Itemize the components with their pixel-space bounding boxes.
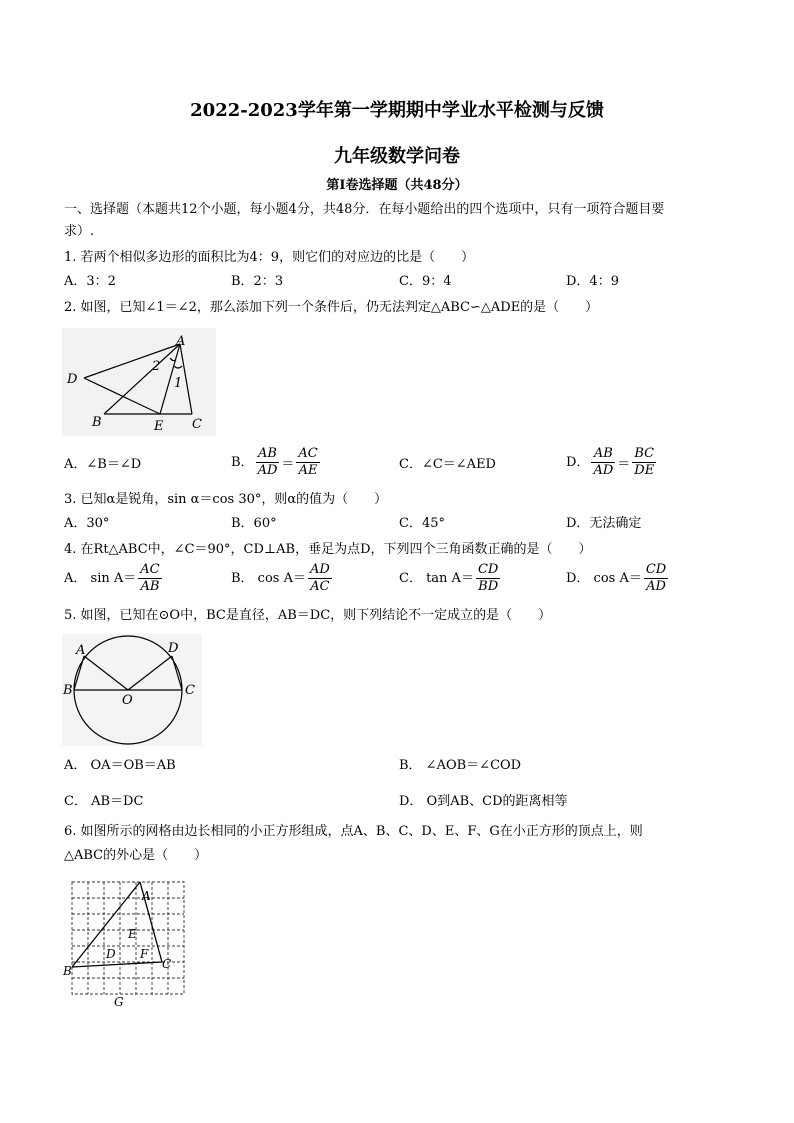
q1-option-a: A．3：2 [64,274,116,289]
instructions-line-1: 一、选择题（本题共12个小题，每小题4分，共48分．在每小题给出的四个选项中，只有一项符合题目要 [64,202,665,217]
q2-option-d-frac-1 [591,446,615,479]
q6-label-f: F [140,947,149,961]
q4-option-a-frac-den: AB [140,579,160,594]
q5-label-a: A [76,643,86,658]
q5-option-b: B． ∠AOB＝∠COD [399,758,522,773]
q4-option-b-frac [308,562,332,595]
q5-option-a: A． OA＝OB＝AB [64,758,176,773]
q2-option-b-frac-2-num: AC [298,446,318,461]
q2-option-d [566,446,658,479]
q4-stem: 4. 在Rt△ABC中，∠C＝90°，CD⊥AB，垂足为点D，下列四个三角函数正确的是（ ） [64,542,592,557]
q4-option-b-frac-den: AC [310,579,330,594]
q2-label-d: D [67,372,78,387]
q4-option-c-frac [476,562,500,595]
q4-option-d-prefix: D． cos A＝ [566,571,642,586]
q4-option-c [399,562,502,595]
q5-stem: 5. 如图，已知在⊙O中，BC是直径，AB＝DC，则下列结论不一定成立的是（ ） [64,608,552,623]
q2-option-d-frac-2-num: BC [632,446,656,463]
q2-option-b-prefix: B． [231,455,254,470]
q6-stem-line-1: 6. 如图所示的网格由边长相同的小正方形组成，点A、B、C、D、E、F、G在小正方形的顶点上，则 [64,824,643,839]
q6-grid-figure [62,876,190,1008]
q2-figure [62,328,216,436]
q2-option-b-frac-2 [296,446,319,479]
q2-label-a: A [176,334,186,349]
q5-label-o: O [122,693,133,708]
q6-label-b: B [63,964,72,978]
q5-figure [62,634,202,746]
q2-angle-2-label: 2 [152,359,161,374]
exam-title: 2022-2023学年第一学期期中学业水平检测与反馈 [190,100,604,121]
q6-label-a: A [142,889,151,903]
q2-option-b-frac-2-den: AE [298,463,318,478]
q2-stem: 2. 如图，已知∠1＝∠2，那么添加下列一个条件后，仍无法判定△ABC∽△ADE的是（ ） [64,300,599,315]
q4-option-d [566,562,670,595]
q6-label-c: C [162,957,172,971]
q1-option-c: C．9：4 [399,274,452,289]
q4-option-d-frac [644,562,668,595]
q6-label-d: D [106,947,116,961]
q4-option-c-frac-num: CD [477,562,499,577]
q6-label-e: E [128,927,137,941]
q6-label-g: G [114,995,124,1008]
exam-subtitle: 九年级数学问卷 [334,146,460,167]
q2-option-d-prefix: D． [566,455,590,470]
q3-option-c: C．45° [399,516,445,531]
q4-option-b-prefix: B． cos A＝ [231,571,306,586]
q3-option-b: B．60° [231,516,277,531]
q3-stem: 3. 已知α是锐角，sin α＝cos 30°，则α的值为（ ） [64,492,388,507]
q4-option-d-frac-den: AD [646,579,666,594]
q4-option-d-frac-num: CD [645,562,667,577]
q4-option-a [64,562,164,595]
q2-option-b-frac-1 [256,446,280,479]
q2-option-b-frac-1-den: AD [257,463,278,478]
q4-option-b-frac-num: AD [310,562,330,577]
q2-option-d-frac-2-den: DE [634,463,655,478]
instructions-line-2: 求）. [64,224,95,239]
q1-option-d: D．4：9 [566,274,619,289]
q4-option-c-prefix: C． tan A＝ [399,571,474,586]
q2-option-c: C．∠C＝∠AED [399,457,496,472]
q2-angle-1-label: 1 [174,376,183,391]
q2-label-e: E [154,419,164,434]
q6-stem-line-2: △ABC的外心是（ ） [64,848,208,863]
q1-option-b: B．2：3 [231,274,284,289]
q4-option-a-frac [138,562,161,595]
q2-option-d-frac-2 [632,446,656,479]
q3-option-d: D．无法确定 [566,516,642,531]
q1-stem: 1. 若两个相似多边形的面积比为4：9，则它们的对应边的比是（ ） [64,250,475,265]
q2-option-b-equals: ＝ [281,457,295,472]
q3-option-a: A．30° [64,516,110,531]
q2-option-d-equals: ＝ [617,457,631,472]
q2-label-b: B [92,415,102,430]
q2-option-a: A．∠B＝∠D [64,457,142,472]
q5-label-b: B [63,683,73,698]
q5-label-c: C [185,683,195,698]
q2-option-d-frac-1-num: AB [591,446,615,463]
q4-option-c-frac-den: BD [478,579,499,594]
q4-option-a-frac-num: AC [140,562,160,577]
q4-option-b [231,562,334,595]
section-title: 第Ⅰ卷选择题（共48分） [326,178,468,193]
q5-option-c: C． AB＝DC [64,794,144,809]
q2-label-c: C [192,417,202,432]
q2-option-d-frac-1-den: AD [593,463,614,478]
q5-label-d: D [168,641,179,656]
q2-option-b [231,446,322,479]
q5-option-d: D． O到AB、CD的距离相等 [399,794,568,809]
q2-option-b-frac-1-num: AB [256,446,280,463]
q4-option-a-prefix: A． sin A＝ [64,571,137,586]
